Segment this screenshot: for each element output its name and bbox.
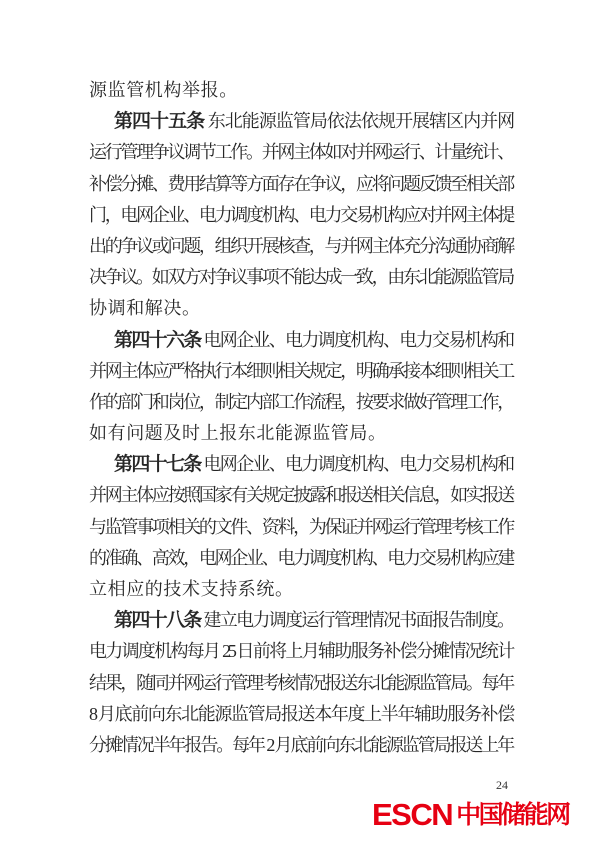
article-number: 第四十六条: [114, 329, 201, 351]
logo-cjk-text: 中国储能网: [456, 801, 569, 829]
document-line: 协调和解决。: [89, 298, 201, 319]
document-text-block: [89, 75, 512, 761]
document-line: 第四十八条 建立电力调度运行管理情况书面报告制度。: [114, 610, 512, 632]
escn-logo: [372, 797, 569, 832]
document-line: 电力调度机构每月 25 日前将上月辅助服务补偿分摊情况统计: [89, 641, 512, 662]
document-line: 作的部门和岗位，制定内部工作流程，按要求做好管理工作，: [89, 391, 512, 412]
logo-escn-text: ESCN: [372, 797, 453, 832]
document-line: 与监管事项相关的文件、资料，为保证并网运行管理考核工作: [89, 516, 512, 537]
document-line: 第四十六条 电网企业、电力调度机构、电力交易机构和: [114, 329, 512, 351]
document-line: 结果，随同并网运行管理考核情况报送东北能源监管局。每年: [89, 672, 512, 693]
page-number: 24: [496, 778, 508, 792]
document-line: 出的争议或问题，组织开展核查，与并网主体充分沟通协商解: [89, 235, 512, 256]
document-line: 8 月底前向东北能源监管局报送本年度上半年辅助服务补偿: [89, 703, 512, 724]
article-number: 第四十八条: [114, 610, 201, 632]
document-line: 并网主体应严格执行本细则相关规定，明确承接本细则相关工: [89, 360, 512, 381]
document-line: 第四十五条 东北能源监管局依法依规开展辖区内并网: [114, 111, 512, 133]
article-number: 第四十七条: [114, 454, 201, 476]
document-line: 分摊情况半年报告。每年 2 月底前向东北能源监管局报送上年: [89, 734, 512, 755]
document-line: 立相应的技术支持系统。: [89, 579, 294, 599]
document-line: 门，电网企业、电力调度机构、电力交易机构应对并网主体提: [89, 204, 512, 225]
article-number: 第四十五条: [114, 111, 205, 133]
document-line: 的准确、高效，电网企业、电力调度机构、电力交易机构应建: [89, 547, 512, 568]
document-line: 决争议。如双方对争议事项不能达成一致，由东北能源监管局: [89, 267, 512, 288]
document-line: 第四十七条 电网企业、电力调度机构、电力交易机构和: [114, 454, 512, 476]
document-line: 补偿分摊、费用结算等方面存在争议，应将问题反馈至相关部: [89, 173, 512, 194]
document-line: 源监管机构举报。: [89, 80, 238, 100]
document-line: 如有问题及时上报东北能源监管局。: [89, 423, 387, 444]
document-line: 运行管理争议调节工作。并网主体如对并网运行、计量统计、: [89, 142, 512, 163]
document-line: 并网主体应按照国家有关规定披露和报送相关信息，如实报送: [89, 485, 512, 506]
